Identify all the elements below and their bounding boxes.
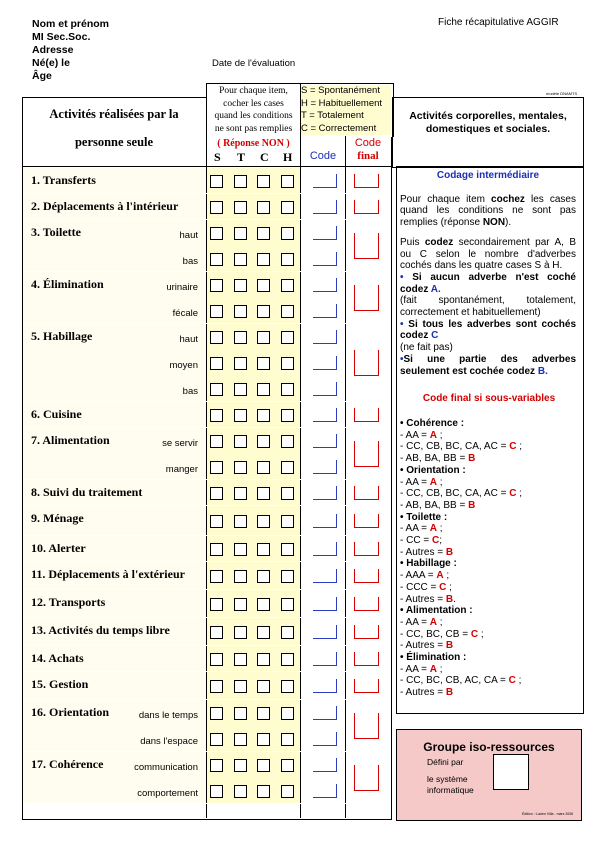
checkbox-s[interactable] <box>210 279 223 292</box>
instruction-text: Pour chaque item, cocher les cases quand les conditions ne sont pas remplies <box>214 86 293 134</box>
checkbox-t[interactable] <box>234 653 247 666</box>
checkbox-s[interactable] <box>210 383 223 396</box>
code-field[interactable] <box>313 784 337 798</box>
final-code-field[interactable] <box>354 514 379 528</box>
final-code-field[interactable] <box>354 569 379 583</box>
rule-line: - AB, BA, BB = B <box>400 499 476 511</box>
checkbox-s[interactable] <box>210 785 223 798</box>
activity-label: 11. Déplacements à l'extérieur <box>31 567 185 581</box>
final-title: Code final si sous-variables <box>422 393 556 404</box>
checkbox-h[interactable] <box>281 461 294 474</box>
checkbox-h[interactable] <box>281 331 294 344</box>
checkbox-c[interactable] <box>257 227 270 240</box>
checkbox-h[interactable] <box>281 733 294 746</box>
left-header-line2: personne seule <box>74 135 154 149</box>
checkbox-t[interactable] <box>234 626 247 639</box>
checkbox-c[interactable] <box>257 598 270 611</box>
checkbox-t[interactable] <box>234 253 247 266</box>
rule-line: - AB, BA, BB = B <box>400 453 476 465</box>
sub-variable-label: dans le temps <box>138 710 198 721</box>
checkbox-h[interactable] <box>281 515 294 528</box>
rule-title: • Habillage : <box>400 558 457 570</box>
activity-label: 13. Activités du temps libre <box>31 623 170 637</box>
final-code-field[interactable] <box>354 408 379 422</box>
doc-title: Fiche récapitulative AGGIR <box>438 17 559 28</box>
checkbox-c[interactable] <box>257 707 270 720</box>
checkbox-t[interactable] <box>234 707 247 720</box>
rule-line: - Autres = B <box>400 546 454 558</box>
final-code-field[interactable] <box>354 679 379 693</box>
checkbox-t[interactable] <box>234 461 247 474</box>
row-gap <box>23 803 390 804</box>
checkbox-s[interactable] <box>210 707 223 720</box>
address-label: Adresse <box>32 44 74 56</box>
checkbox-c[interactable] <box>257 759 270 772</box>
checkbox-s[interactable] <box>210 570 223 583</box>
code-field[interactable] <box>313 597 337 611</box>
checkbox-t[interactable] <box>234 279 247 292</box>
checkbox-s[interactable] <box>210 461 223 474</box>
code-field[interactable] <box>313 226 337 240</box>
checkbox-s[interactable] <box>210 515 223 528</box>
checkbox-t[interactable] <box>234 733 247 746</box>
checkbox-s[interactable] <box>210 543 223 556</box>
checkbox-s[interactable] <box>210 253 223 266</box>
rule-line: - AA = A ; <box>400 523 443 535</box>
code-field[interactable] <box>313 408 337 422</box>
checkbox-h[interactable] <box>281 487 294 500</box>
code-field[interactable] <box>313 758 337 772</box>
header-bottom-line <box>22 166 391 167</box>
checkbox-s[interactable] <box>210 598 223 611</box>
rule-line: - AA = A ; <box>400 616 443 628</box>
final-code-field[interactable] <box>354 652 379 666</box>
final-code-field[interactable] <box>354 441 379 467</box>
codage-b1-note: (fait spontanément, totalement, correctement et habituellement) <box>400 295 576 319</box>
activity-label: 4. Élimination <box>31 277 104 291</box>
rule-title: • Cohérence : <box>400 418 465 429</box>
final-code-field[interactable] <box>354 486 379 500</box>
rule-line: - CCC = C ; <box>400 581 452 593</box>
activity-label: 2. Déplacements à l'intérieur <box>31 199 179 213</box>
legend-box <box>301 85 391 135</box>
legend-s: S = Spontanément <box>301 85 380 96</box>
checkbox-h[interactable] <box>281 543 294 556</box>
final-code-field[interactable] <box>354 200 379 214</box>
final-code-field[interactable] <box>354 174 379 188</box>
sub-variable-label: bas <box>182 256 198 267</box>
code-field[interactable] <box>313 514 337 528</box>
checkbox-t[interactable] <box>234 305 247 318</box>
final-code-field[interactable] <box>354 713 379 739</box>
activity-label: 1. Transferts <box>31 173 96 187</box>
code-field[interactable] <box>313 330 337 344</box>
checkbox-s[interactable] <box>210 487 223 500</box>
code-field[interactable] <box>313 542 337 556</box>
checkbox-c[interactable] <box>257 487 270 500</box>
rule-line: - CC = C; <box>400 535 442 547</box>
checkbox-s[interactable] <box>210 733 223 746</box>
sub-variable-label: manger <box>165 464 198 475</box>
checkbox-s[interactable] <box>210 435 223 448</box>
divider-final-col <box>345 136 346 818</box>
code-field[interactable] <box>313 278 337 292</box>
checkbox-t[interactable] <box>234 680 247 693</box>
activity-label: 12. Transports <box>31 595 106 609</box>
code-final-header: Code final <box>354 137 382 162</box>
activity-label: 7. Alimentation <box>31 433 110 447</box>
checkbox-h[interactable] <box>281 570 294 583</box>
sub-variable-label: haut <box>179 230 198 241</box>
age-label: Âge <box>32 70 52 82</box>
checkbox-h[interactable] <box>281 759 294 772</box>
code-field[interactable] <box>313 569 337 583</box>
checkbox-c[interactable] <box>257 409 270 422</box>
legend-c: C = Correctement <box>301 122 377 134</box>
checkbox-c[interactable] <box>257 626 270 639</box>
activity-label: 17. Cohérence <box>31 757 104 771</box>
checkbox-t[interactable] <box>234 543 247 556</box>
checkbox-s[interactable] <box>210 626 223 639</box>
born-label: Né(e) le <box>32 57 70 69</box>
checkbox-t[interactable] <box>234 785 247 798</box>
sub-variable-label: communication <box>134 762 198 773</box>
rule-line: - AA = A ; <box>400 429 443 441</box>
checkbox-c[interactable] <box>257 543 270 556</box>
codage-b2-note: (ne fait pas) <box>400 342 453 354</box>
tiny-tag: modèle DNAMTS <box>546 91 578 96</box>
checkbox-h[interactable] <box>281 201 294 214</box>
code-field[interactable] <box>313 460 337 474</box>
checkbox-c[interactable] <box>257 435 270 448</box>
rule-line: - CC, CB, BC, CA, AC = C ; <box>400 441 522 453</box>
code-field[interactable] <box>313 732 337 746</box>
letter-t: T <box>237 150 246 164</box>
checkbox-s[interactable] <box>210 680 223 693</box>
activity-label: 15. Gestion <box>31 677 89 691</box>
rule-line: - Autres = B <box>400 640 454 652</box>
checkbox-s[interactable] <box>210 759 223 772</box>
checkbox-c[interactable] <box>257 305 270 318</box>
final-code-field[interactable] <box>354 285 379 311</box>
sub-variable-label: comportement <box>137 788 198 799</box>
code-field[interactable] <box>313 382 337 396</box>
code-field[interactable] <box>313 625 337 639</box>
checkbox-h[interactable] <box>281 279 294 292</box>
final-code-field[interactable] <box>354 350 379 376</box>
checkbox-t[interactable] <box>234 759 247 772</box>
checkbox-h[interactable] <box>281 653 294 666</box>
code-header: Code <box>309 150 337 162</box>
legend-h: H = Habituellement <box>301 97 383 109</box>
sub-variable-label: urinaire <box>166 282 198 293</box>
activity-label: 6. Cuisine <box>31 407 82 421</box>
checkbox-c[interactable] <box>257 680 270 693</box>
checkbox-t[interactable] <box>234 175 247 188</box>
rule-title: • Élimination : <box>400 652 467 664</box>
checkbox-s[interactable] <box>210 409 223 422</box>
checkbox-t[interactable] <box>234 331 247 344</box>
gir-definition: Défini par le système informatique <box>427 757 474 795</box>
activity-label: 3. Toilette <box>31 225 81 239</box>
footer-tag: Édition : Lucien Villa - mars 2006 <box>522 812 574 816</box>
gir-title: Groupe iso-ressources <box>423 740 555 754</box>
checkbox-c[interactable] <box>257 515 270 528</box>
code-field[interactable] <box>313 356 337 370</box>
checkbox-c[interactable] <box>257 461 270 474</box>
reponse-non: ( Réponse NON ) <box>217 138 290 149</box>
codage-b2: • Si tous les adverbes sont cochés codez C <box>400 318 577 342</box>
rule-title: • Orientation : <box>400 464 466 476</box>
sub-variable-label: bas <box>182 386 198 397</box>
checkbox-c[interactable] <box>257 201 270 214</box>
activity-label: 16. Orientation <box>31 705 109 719</box>
final-code-field[interactable] <box>354 625 379 639</box>
code-field[interactable] <box>313 706 337 720</box>
checkbox-h[interactable] <box>281 305 294 318</box>
codage-p2: Puis codez secondairement par A, B ou C selon le nombre d'adverbes cochés dans les quatre cases S à H. <box>400 236 576 272</box>
checkbox-t[interactable] <box>234 227 247 240</box>
rule-line: - CC, CB, BC, CA, AC = C ; <box>400 488 522 500</box>
checkbox-h[interactable] <box>281 175 294 188</box>
checkbox-c[interactable] <box>257 785 270 798</box>
final-code-field[interactable] <box>354 233 379 259</box>
checkbox-h[interactable] <box>281 707 294 720</box>
checkbox-h[interactable] <box>281 626 294 639</box>
gir-input-box[interactable] <box>493 754 529 790</box>
sub-variable-label: haut <box>179 334 198 345</box>
checkbox-t[interactable] <box>234 570 247 583</box>
code-field[interactable] <box>313 486 337 500</box>
checkbox-s[interactable] <box>210 175 223 188</box>
checkbox-h[interactable] <box>281 253 294 266</box>
rule-line: - AA = A ; <box>400 663 443 675</box>
checkbox-h[interactable] <box>281 409 294 422</box>
checkbox-c[interactable] <box>257 653 270 666</box>
final-code-field[interactable] <box>354 597 379 611</box>
checkbox-c[interactable] <box>257 279 270 292</box>
checkbox-s[interactable] <box>210 201 223 214</box>
rule-line: - Autres = B <box>400 687 454 699</box>
final-rules <box>400 418 578 699</box>
identity-block <box>32 18 109 83</box>
checkbox-t[interactable] <box>234 487 247 500</box>
codage-b1: • Si aucun adverbe n'est coché codez A. <box>400 271 576 295</box>
sub-variable-label: se servir <box>162 438 198 449</box>
checkbox-c[interactable] <box>257 331 270 344</box>
activity-label: 14. Achats <box>31 651 84 665</box>
code-field[interactable] <box>313 652 337 666</box>
letter-h: H <box>283 150 293 164</box>
activity-label: 9. Ménage <box>31 511 84 525</box>
activity-label: 8. Suivi du traitement <box>31 485 143 499</box>
checkbox-c[interactable] <box>257 357 270 370</box>
codage-b3: •Si une partie des adverbes seulement est cochée codez B. <box>400 353 576 377</box>
checkbox-s[interactable] <box>210 653 223 666</box>
checkbox-h[interactable] <box>281 357 294 370</box>
checkbox-h[interactable] <box>281 383 294 396</box>
checkbox-t[interactable] <box>234 357 247 370</box>
code-field[interactable] <box>313 252 337 266</box>
checkbox-t[interactable] <box>234 598 247 611</box>
checkbox-c[interactable] <box>257 175 270 188</box>
rule-line: - Autres = B. <box>400 593 456 605</box>
rule-title: • Alimentation : <box>400 605 473 617</box>
code-field[interactable] <box>313 304 337 318</box>
checkbox-t[interactable] <box>234 409 247 422</box>
checkbox-c[interactable] <box>257 383 270 396</box>
letter-c: C <box>260 150 269 164</box>
checkbox-s[interactable] <box>210 227 223 240</box>
checkbox-h[interactable] <box>281 785 294 798</box>
sub-variable-label: moyen <box>169 360 198 371</box>
legend-t: T = Totalement <box>301 110 364 121</box>
checkbox-c[interactable] <box>257 733 270 746</box>
code-field[interactable] <box>313 200 337 214</box>
code-field[interactable] <box>313 679 337 693</box>
rule-line: - CC, BC, CB = C ; <box>400 628 484 640</box>
rule-line: - AA = A ; <box>400 476 443 488</box>
final-code-field[interactable] <box>354 765 379 791</box>
code-field[interactable] <box>313 174 337 188</box>
rule-line: - CC, BC, CB, AC, CA = C ; <box>400 675 522 687</box>
eval-date-label: Date de l'évaluation <box>212 58 296 69</box>
checkbox-s[interactable] <box>210 331 223 344</box>
checkbox-h[interactable] <box>281 227 294 240</box>
codage-title: Codage intermédiaire <box>436 170 540 181</box>
checkbox-t[interactable] <box>234 435 247 448</box>
sub-variable-label: dans l'espace <box>140 736 198 747</box>
ss-label: MI Sec.Soc. <box>32 31 91 43</box>
left-header-line1: Activités réalisées par la <box>49 107 179 121</box>
letter-s: S <box>214 150 221 164</box>
checkbox-s[interactable] <box>210 305 223 318</box>
activity-label: 10. Alerter <box>31 541 86 555</box>
checkbox-h[interactable] <box>281 680 294 693</box>
legend-divider <box>300 83 301 137</box>
rule-title: • Toilette : <box>400 511 448 523</box>
right-header: Activités corporelles, mentales, domestiques et sociales. <box>409 110 567 135</box>
checkbox-t[interactable] <box>234 515 247 528</box>
codage-p1: Pour chaque item cochez les cases quand les conditions ne sont pas remplies (réponse NON). <box>400 193 576 229</box>
checkbox-t[interactable] <box>234 383 247 396</box>
checkbox-h[interactable] <box>281 435 294 448</box>
final-code-field[interactable] <box>354 542 379 556</box>
activity-label: 5. Habillage <box>31 329 93 343</box>
rule-line: - AAA = A ; <box>400 570 450 582</box>
checkbox-h[interactable] <box>281 598 294 611</box>
checkbox-t[interactable] <box>234 201 247 214</box>
checkbox-c[interactable] <box>257 253 270 266</box>
name-label: Nom et prénom <box>32 18 110 30</box>
divider-code-col <box>300 136 301 818</box>
codage-panel <box>400 170 576 377</box>
code-field[interactable] <box>313 434 337 448</box>
checkbox-c[interactable] <box>257 570 270 583</box>
sub-variable-label: fécale <box>172 308 198 319</box>
checkbox-s[interactable] <box>210 357 223 370</box>
